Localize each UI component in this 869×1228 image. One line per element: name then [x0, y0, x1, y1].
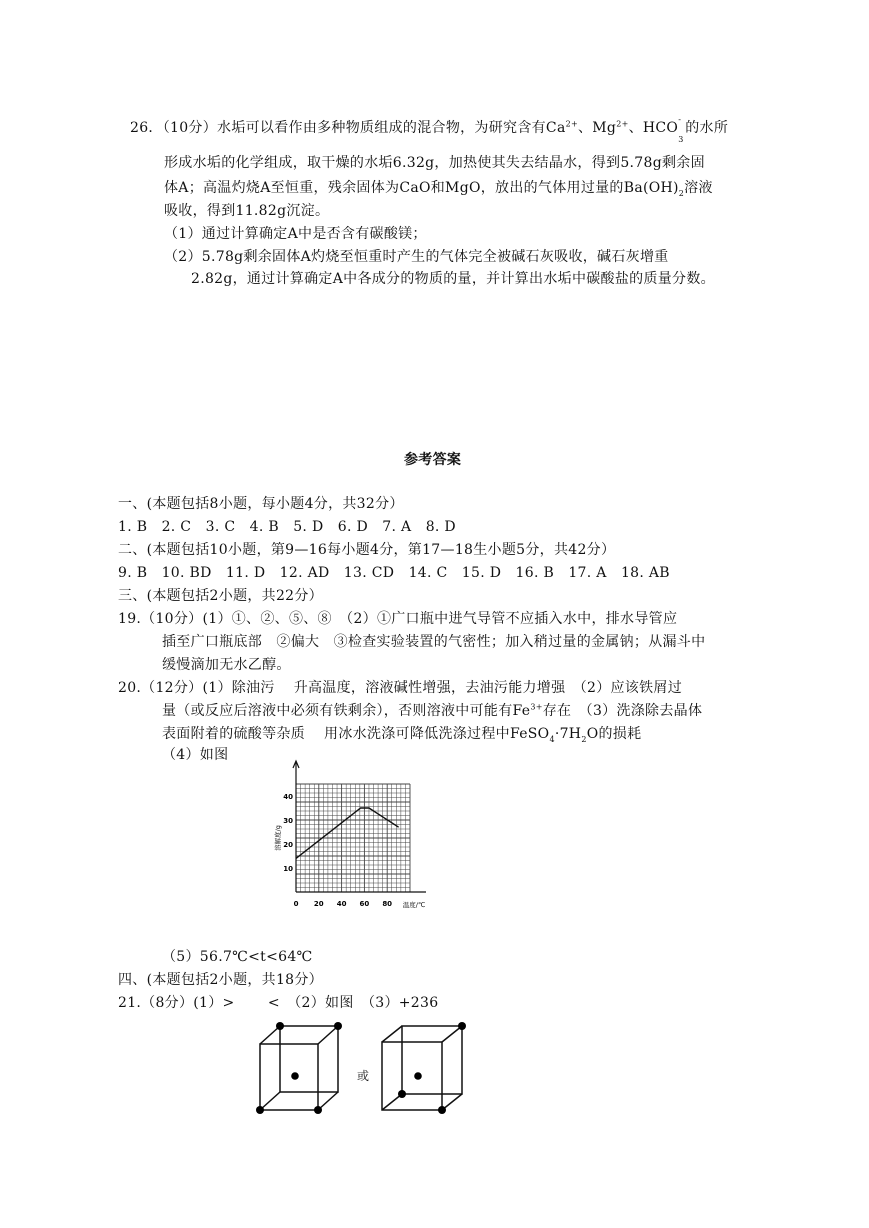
q26-line1: 26．（10分）水垢可以看作由多种物质组成的混合物，为研究含有$Ca^{2+}$、$Mg^{2+}$、HCO - 3 的水所 — [130, 115, 729, 144]
q19-line2: 插至广口瓶底部 ②偏大 ③检查实验装置的气密性；加入稍过量的金属钠；从漏斗中 — [162, 634, 706, 650]
q26-sub2b: 2.82g，通过计算确定A中各成分的物质的量，并计算出水垢中碳酸盐的质量分数。 — [191, 271, 715, 287]
x-tick-label: 40 — [336, 900, 347, 908]
solubility-chart — [276, 758, 446, 918]
q26-line4: 吸收，得到11.82g沉淀。 — [164, 203, 330, 219]
section-4-header: 四、(本题包括2小题，共18分） — [118, 972, 323, 988]
q26-sub2: （2）5.78g剩余固体A灼烧至恒重时产生的气体完全被碱石灰吸收，碱石灰增重 — [164, 249, 669, 265]
q26-line2: 形成水垢的化学组成，取干燥的水垢6.32g，加热使其失去结晶水，得到5.78g剩余固 — [164, 155, 705, 171]
q20-line2: 量（或反应后溶液中必须有铁剩余），否则溶液中可能有$Fe^{3+}$存在 （3）洗涤除去晶体 — [162, 702, 703, 719]
x-tick-label: 20 — [313, 900, 324, 908]
y-tick-label: 30 — [283, 817, 293, 825]
section-1-answers: 1. B 2. C 3. C 4. B 5. D 6. D 7. A 8. D — [118, 519, 456, 535]
q19-line3: 缓慢滴加无水乙醇。 — [162, 657, 291, 673]
q26-sub1: （1）通过计算确定A中是否含有碳酸镁； — [164, 226, 427, 242]
section-3-header: 三、(本题包括2小题，共22分） — [118, 588, 323, 604]
q20-part5: （5）56.7℃<t<64℃ — [162, 949, 313, 965]
crystal-cell-diagram-2 — [378, 1022, 470, 1118]
q26-line3: 体A；高温灼烧A至恒重，残余固体为CaO和MgO，放出的气体用过量的$Ba(OH)_2$溶液 — [164, 180, 713, 198]
q20-line3: 表面附着的硫酸等杂质 用冰水洗涤可降低洗涤过程中$FeSO_4\cdot 7H_2O$的损耗 — [162, 726, 642, 744]
q20-line1: 20.（12分）(1）除油污 升高温度，溶液碱性增强，去油污能力增强 （2）应该铁屑过 — [118, 680, 683, 696]
q21-line: 21.（8分）(1）> < （2）如图 （3）+236 — [118, 995, 439, 1011]
x-tick-label: 60 — [359, 900, 370, 908]
x-tick-label: 80 — [382, 900, 393, 908]
section-2-answers: 9. B 10. BD 11. D 12. AD 13. CD 14. C 15. D 16. B 17. A 18. AB — [118, 565, 670, 581]
section-2-header: 二、(本题包括10小题，第9—16每小题4分，第17—18生小题5分，共42分） — [118, 542, 616, 558]
y-tick-label: 20 — [283, 841, 293, 849]
x-axis-label: 温度/℃ — [402, 901, 426, 909]
answers-title: 参考答案 — [404, 452, 462, 468]
section-1-header: 一、(本题包括8小题，每小题4分，共32分） — [118, 496, 404, 512]
q19-line1: 19.（10分）(1）①、②、⑤、⑧ （2）①广口瓶中进气导管不应插入水中，排水导管应 — [118, 611, 678, 627]
y-tick-label: 10 — [283, 865, 293, 873]
crystal-cell-diagram-1 — [254, 1022, 344, 1118]
y-axis-label: 溶解度/g — [274, 825, 282, 851]
or-label: 或 — [357, 1069, 370, 1083]
y-tick-label: 40 — [283, 793, 293, 801]
x-tick-label: 0 — [293, 900, 299, 908]
q20-part4: （4）如图 — [162, 747, 229, 763]
